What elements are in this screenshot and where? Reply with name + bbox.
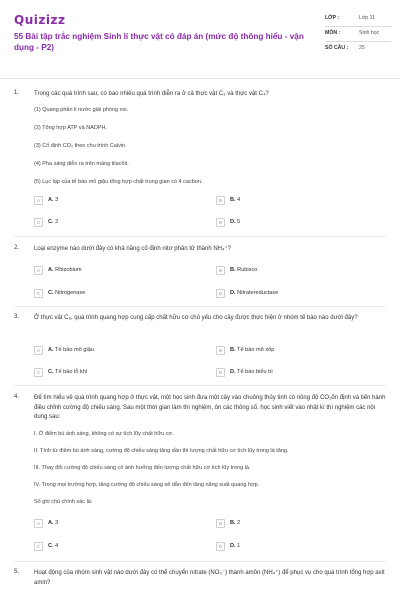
- option-letter: D.: [230, 369, 236, 375]
- option-text: 3: [55, 520, 59, 526]
- option-b[interactable]: [216, 194, 240, 206]
- option-letter: B.: [230, 197, 236, 203]
- question-divider: [14, 236, 386, 237]
- option-letter: C.: [48, 543, 54, 549]
- option-letter: C.: [48, 290, 54, 296]
- info-label: MÔN :: [325, 30, 341, 36]
- option-text: Tế bào lỗ khí: [55, 369, 88, 375]
- option-letter: D.: [230, 219, 236, 225]
- question-text: Loại enzyme nào dưới đây có khả năng cố định nitơ phân tử thành NH₄⁺?: [34, 246, 231, 252]
- document-title: 55 Bài tập trắc nghiệm Sinh lí thực vật có đáp án (mức độ thông hiểu - vận dụng - P2): [14, 32, 304, 52]
- option-box: C: [34, 542, 43, 551]
- option-d[interactable]: [216, 540, 240, 552]
- option-text: 4: [55, 543, 59, 549]
- option-c[interactable]: [34, 216, 58, 228]
- option-a[interactable]: [34, 344, 94, 356]
- option-box: B: [216, 266, 225, 275]
- option-text: 1: [237, 543, 241, 549]
- statement: (5) Lục lạp của tế bào mô giậu tổng hợp chất trung gian có 4 cacbon.: [34, 179, 203, 185]
- option-a[interactable]: [34, 194, 58, 206]
- info-label: LỚP :: [325, 15, 340, 21]
- statement: (3) Cố định CO₂ theo chu trình Calvin.: [34, 143, 127, 149]
- option-letter: A.: [48, 197, 54, 203]
- option-box: A: [34, 196, 43, 205]
- option-text: Rubisco: [237, 267, 258, 273]
- option-box: C: [34, 218, 43, 227]
- option-text: 2: [55, 219, 59, 225]
- option-letter: A.: [48, 347, 54, 353]
- question-divider: [14, 385, 386, 386]
- option-letter: B.: [230, 520, 236, 526]
- info-value: Sinh học: [359, 30, 380, 36]
- info-row-class: [325, 12, 391, 27]
- statement: IV. Trong mọi trường hợp, tăng cường độ chiếu sáng sẽ dẫn đến tăng năng suất quang hợp.: [34, 482, 260, 488]
- header-divider: [0, 78, 400, 79]
- option-text: Nitratereductase: [237, 290, 279, 296]
- option-text: Nitrogenase: [55, 290, 86, 296]
- option-box: A: [34, 266, 43, 275]
- option-letter: C.: [48, 219, 54, 225]
- option-box: A: [34, 346, 43, 355]
- question-text: Trong các quá trình sau, có bao nhiêu quá trình diễn ra ở cả thực vật C₃ và thực vật C₄?: [34, 91, 269, 97]
- option-c[interactable]: [34, 366, 87, 378]
- option-box: B: [216, 196, 225, 205]
- statement: III. Thay đổi cường độ chiếu sáng có ảnh hưởng đến lượng chất hữu cơ tích lũy trong lá.: [34, 465, 251, 471]
- option-c[interactable]: [34, 287, 85, 299]
- statement: I. Ở điểm bù ánh sáng, không có sự tích lũy chất hữu cơ.: [34, 431, 174, 437]
- option-letter: A.: [48, 267, 54, 273]
- option-letter: A.: [48, 520, 54, 526]
- quizizz-logo[interactable]: Quizizz: [14, 13, 66, 27]
- option-box: D: [216, 542, 225, 551]
- option-box: D: [216, 218, 225, 227]
- info-label: SỐ CÂU :: [325, 45, 349, 51]
- option-a[interactable]: [34, 264, 82, 276]
- option-b[interactable]: [216, 264, 257, 276]
- question-number: 3.: [14, 314, 20, 320]
- question-text: Để tìm hiểu về quá trình quang hợp ở thực vật, một học sinh đưa một cây vào chuông thủy tinh có nồng độ CO₂ổn định và tiến hành điều chỉnh cường độ chiếu sáng. Sau một thời gian làm thí nghiệm, ôn các thông số, học sinh viết vào nhật kí thí nghiệm các nội dung sau:: [34, 395, 386, 420]
- option-letter: B.: [230, 347, 236, 353]
- option-box: C: [34, 289, 43, 298]
- info-panel: [325, 12, 391, 56]
- info-row-count: [325, 42, 391, 56]
- option-text: Tế bào mô xốp: [237, 347, 275, 353]
- header: [0, 0, 400, 78]
- option-box: D: [216, 289, 225, 298]
- question-number: 1.: [14, 90, 20, 96]
- question-text: Hoạt động của nhóm sinh vật nào dưới đây có thể chuyển nitrate (NO₃⁻) thành amôn (NH₄⁺) để phục vụ cho quá trình tổng hợp axit amin?: [34, 570, 385, 586]
- option-text: 3: [55, 197, 59, 203]
- option-text: 5: [237, 219, 241, 225]
- option-c[interactable]: [34, 540, 58, 552]
- option-text: Tế bào mô giậu: [55, 347, 94, 353]
- question-number: 4.: [14, 394, 20, 400]
- statement: Số ghi chú chính xác là:: [34, 499, 93, 505]
- option-box: B: [216, 519, 225, 528]
- option-box: D: [216, 368, 225, 377]
- info-row-subject: [325, 27, 391, 42]
- question-divider: [14, 561, 386, 562]
- statement: (2) Tổng hợp ATP và NADPH.: [34, 125, 107, 131]
- statement: (1) Quang phân li nước giải phóng oxi.: [34, 107, 129, 113]
- option-d[interactable]: [216, 287, 278, 299]
- option-text: 4: [237, 197, 241, 203]
- option-text: Rhizobium: [55, 267, 82, 273]
- option-box: C: [34, 368, 43, 377]
- option-text: Tế bào biểu bì: [237, 369, 273, 375]
- question-number: 5.: [14, 569, 20, 575]
- option-d[interactable]: [216, 366, 273, 378]
- option-text: 2: [237, 520, 241, 526]
- question-text: Ở thực vật C₃, quá trình quang hợp cung cấp chất hữu cơ chủ yếu cho cây được thực hiện ở nhóm tế bào nào dưới đây?: [34, 315, 358, 321]
- option-letter: B.: [230, 267, 236, 273]
- question-divider: [14, 306, 386, 307]
- info-value: 25: [359, 45, 365, 51]
- option-letter: C.: [48, 369, 54, 375]
- option-b[interactable]: [216, 344, 274, 356]
- statement: (4) Pha sáng diễn ra trên màng tilacôit.: [34, 161, 129, 167]
- option-box: B: [216, 346, 225, 355]
- info-value: Lớp 11: [359, 15, 375, 21]
- question-number: 2.: [14, 245, 20, 251]
- statement: II. Tính từ điểm bù ánh sáng, cường độ chiếu sáng tăng dần thì lượng chất hữu cơ tích lũy trong lá tăng.: [34, 448, 289, 454]
- option-d[interactable]: [216, 216, 240, 228]
- option-letter: D.: [230, 543, 236, 549]
- option-b[interactable]: [216, 517, 240, 529]
- option-a[interactable]: [34, 517, 58, 529]
- option-box: A: [34, 519, 43, 528]
- option-letter: D.: [230, 290, 236, 296]
